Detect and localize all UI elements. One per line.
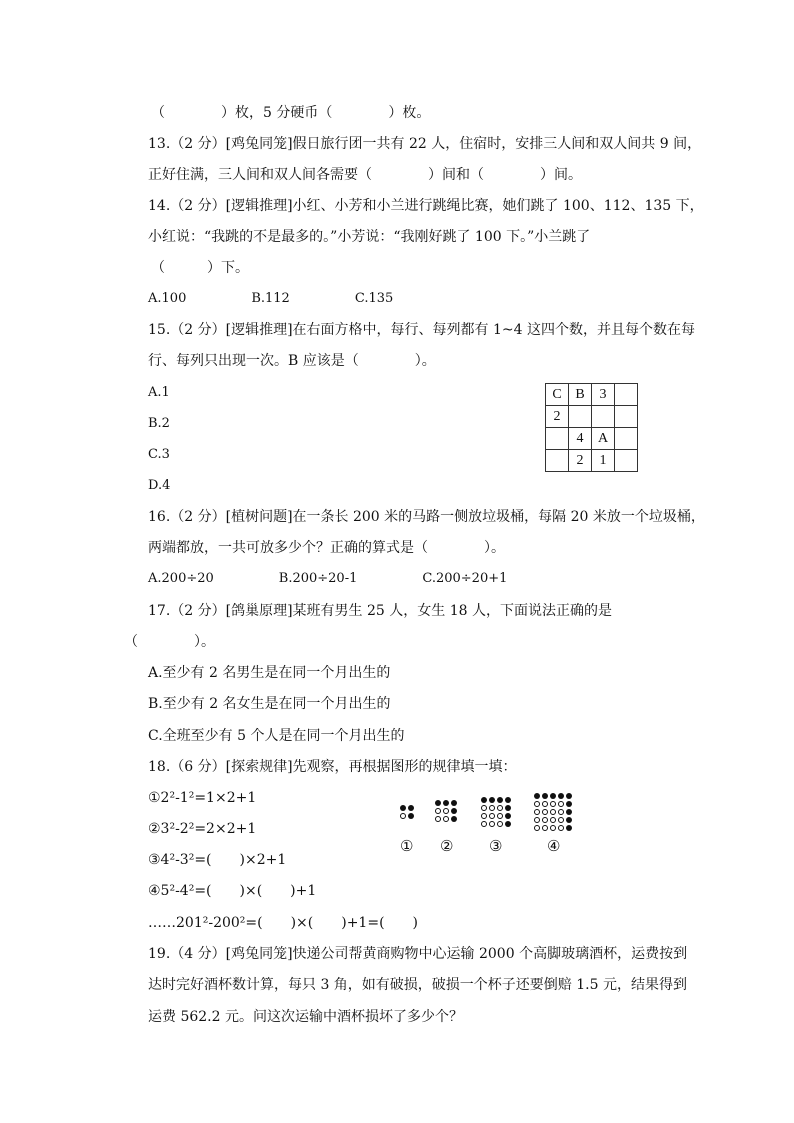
filled-dot — [566, 809, 572, 815]
filled-dot — [550, 793, 556, 799]
grid-cell: C — [546, 384, 569, 406]
q17-option-a: A.至少有 2 名男生是在同一个月出生的 — [148, 665, 391, 681]
figure-label-3: ③ — [489, 837, 503, 855]
filled-dot — [435, 800, 441, 806]
grid-cell: 3 — [592, 384, 615, 406]
q15-option-d: D.4 — [148, 478, 171, 493]
q18-formula-1: ①2²-1²=1×2+1 — [148, 790, 257, 806]
q17-line2: （ ）。 — [124, 634, 215, 650]
filled-dot — [505, 821, 511, 827]
q17-option-b: B.至少有 2 名女生是在同一个月出生的 — [148, 696, 391, 712]
q17-option-c: C.全班至少有 5 个人是在同一个月出生的 — [148, 728, 405, 744]
q16-line1: 16.（2 分）[植树问题]在一条长 200 米的马路一侧放垃圾桶，每隔 20 米放一个垃圾桶， — [148, 509, 705, 525]
q15-line1: 15.（2 分）[逻辑推理]在右面方格中，每行、每列都有 1~4 这四个数，并且每个数在每 — [148, 322, 695, 338]
grid-cell: 1 — [592, 450, 615, 472]
hollow-dot — [534, 809, 540, 815]
q18-formula-4: ④5²-4²=( )×( )+1 — [148, 883, 317, 899]
grid-cell — [615, 450, 638, 472]
hollow-dot — [542, 825, 548, 831]
hollow-dot — [489, 805, 495, 811]
q14-line1: 14.（2 分）[逻辑推理]小红、小芳和小兰进行跳绳比赛，她们跳了 100、112、135 下， — [148, 198, 704, 214]
hollow-dot — [558, 801, 564, 807]
hollow-dot — [558, 825, 564, 831]
hollow-dot — [489, 821, 495, 827]
filled-dot — [451, 800, 457, 806]
filled-dot — [566, 817, 572, 823]
hollow-dot — [481, 821, 487, 827]
q14-line3: （ ）下。 — [151, 260, 249, 276]
grid-cell — [546, 428, 569, 450]
grid-cell — [569, 406, 592, 428]
hollow-dot — [497, 821, 503, 827]
q12-tail: （ ）枚，5 分硬币（ ）枚。 — [151, 105, 431, 121]
hollow-dot — [400, 813, 406, 819]
hollow-dot — [542, 809, 548, 815]
hollow-dot — [481, 805, 487, 811]
q14-line2: 小红说：“我跳的不是最多的。”小芳说：“我刚好跳了 100 下。”小兰跳了 — [148, 229, 591, 245]
hollow-dot — [550, 825, 556, 831]
hollow-dot — [542, 801, 548, 807]
hollow-dot — [497, 813, 503, 819]
grid-cell — [615, 384, 638, 406]
filled-dot — [400, 805, 406, 811]
filled-dot — [534, 793, 540, 799]
q13-line2: 正好住满，三人间和双人间各需要（ ）间和（ ）间。 — [148, 167, 582, 183]
q18-formula-2: ②3²-2²=2×2+1 — [148, 821, 257, 837]
grid-cell — [546, 450, 569, 472]
hollow-dot — [481, 813, 487, 819]
hollow-dot — [435, 808, 441, 814]
filled-dot — [566, 801, 572, 807]
hollow-dot — [558, 809, 564, 815]
q19-line2: 达时完好酒杯数计算，每只 3 角，如有破损，破损一个杯子还要倒赔 1.5 元，结果得到 — [148, 977, 687, 993]
q19-line3: 运费 562.2 元。问这次运输中酒杯损坏了多少个？ — [148, 1009, 463, 1025]
hollow-dot — [534, 817, 540, 823]
figure-label-1: ① — [400, 837, 414, 855]
q15-line2: 行、每列只出现一次。B 应该是（ ）。 — [148, 353, 436, 369]
hollow-dot — [550, 801, 556, 807]
grid-cell: A — [592, 428, 615, 450]
grid-cell: 2 — [546, 406, 569, 428]
q15-option-b: B.2 — [148, 416, 170, 431]
grid-cell: 2 — [569, 450, 592, 472]
filled-dot — [497, 797, 503, 803]
hollow-dot — [534, 801, 540, 807]
grid-cell: B — [569, 384, 592, 406]
filled-dot — [489, 797, 495, 803]
hollow-dot — [542, 817, 548, 823]
figure-label-4: ④ — [547, 837, 561, 855]
filled-dot — [542, 793, 548, 799]
q19-line1: 19.（4 分）[鸡兔同笼]快递公司帮黄商购物中心运输 2000 个高脚玻璃酒杯，运费按到 — [148, 946, 688, 962]
q15-option-a: A.1 — [148, 385, 170, 400]
filled-dot — [505, 813, 511, 819]
hollow-dot — [435, 816, 441, 822]
grid-cell — [615, 428, 638, 450]
figure-label-2: ② — [440, 837, 454, 855]
hollow-dot — [550, 809, 556, 815]
filled-dot — [443, 800, 449, 806]
filled-dot — [566, 825, 572, 831]
filled-dot — [505, 797, 511, 803]
filled-dot — [558, 793, 564, 799]
hollow-dot — [443, 816, 449, 822]
hollow-dot — [443, 808, 449, 814]
hollow-dot — [489, 813, 495, 819]
filled-dot — [566, 793, 572, 799]
hollow-dot — [497, 805, 503, 811]
q16-options: A.200÷20 B.200÷20-1 C.200÷20+1 — [148, 571, 508, 586]
q18-formula-3: ③4²-3²=( )×2+1 — [148, 852, 287, 868]
q14-options: A.100 B.112 C.135 — [148, 291, 394, 306]
filled-dot — [451, 808, 457, 814]
q17-line1: 17.（2 分）[鸽巢原理]某班有男生 25 人，女生 18 人，下面说法正确的是 — [148, 603, 612, 619]
hollow-dot — [558, 817, 564, 823]
grid-cell: 4 — [569, 428, 592, 450]
hollow-dot — [534, 825, 540, 831]
q18-line1: 18.（6 分）[探索规律]先观察，再根据图形的规律填一填： — [148, 759, 517, 775]
q13-line1: 13.（2 分）[鸡兔同笼]假日旅行团一共有 22 人，住宿时，安排三人间和双人间共 9 间， — [148, 136, 702, 152]
q16-line2: 两端都放，一共可放多少个？正确的算式是（ ）。 — [148, 540, 505, 556]
filled-dot — [481, 797, 487, 803]
filled-dot — [408, 805, 414, 811]
grid-cell — [615, 406, 638, 428]
filled-dot — [451, 816, 457, 822]
hollow-dot — [550, 817, 556, 823]
q18-formula-5: ……201²-200²=( )×( )+1=( ) — [148, 915, 418, 931]
number-grid — [545, 383, 638, 472]
filled-dot — [505, 805, 511, 811]
grid-cell — [592, 406, 615, 428]
filled-dot — [408, 813, 414, 819]
q15-option-c: C.3 — [148, 447, 170, 462]
